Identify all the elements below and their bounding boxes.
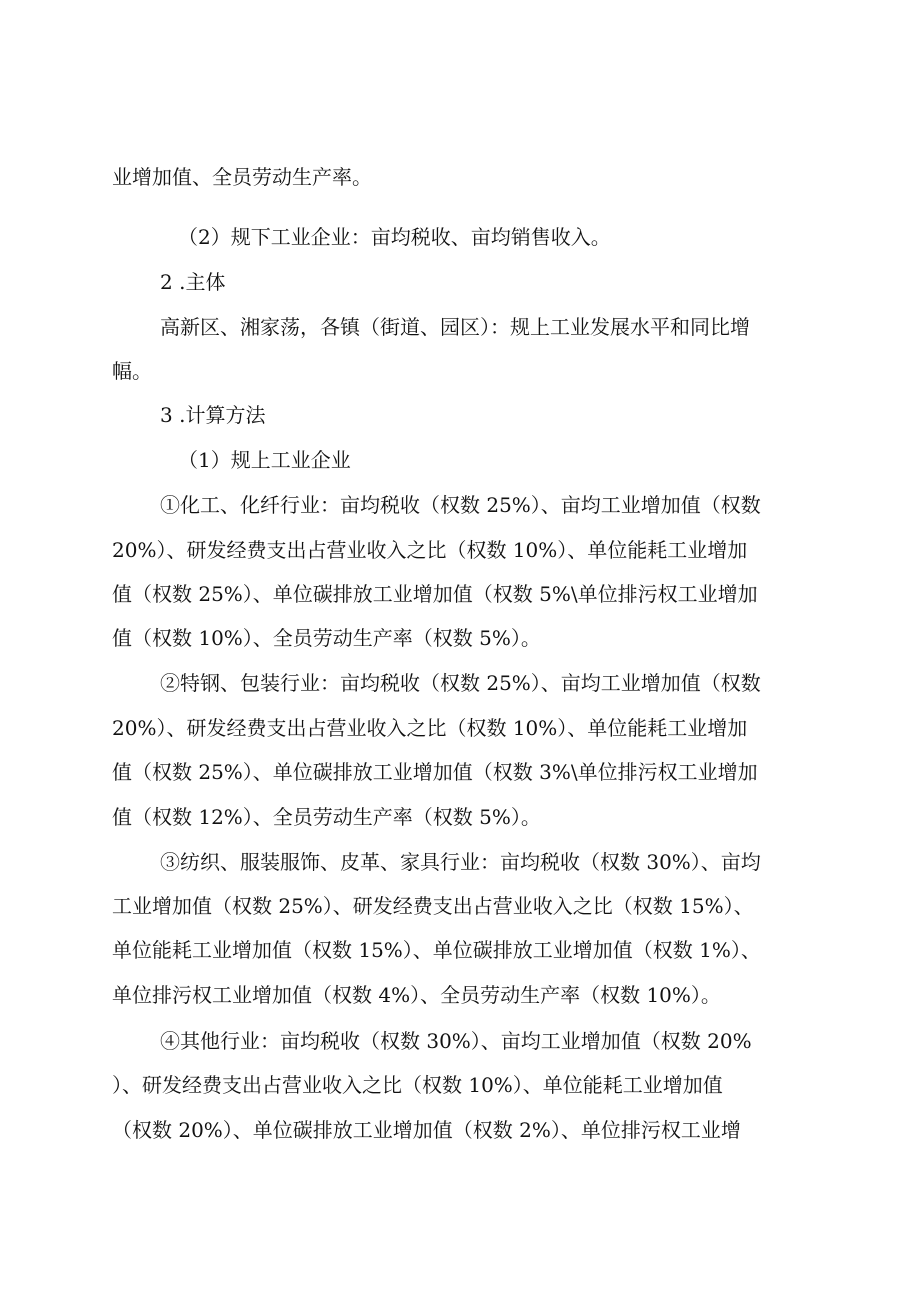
- paragraph-line: 值（权数 25%）、单位碳排放工业增加值（权数 3%\单位排污权工业增加: [112, 760, 758, 784]
- paragraph-line: 20%）、研发经费支出占营业收入之比（权数 10%）、单位能耗工业增加: [112, 538, 748, 562]
- section-heading: 3 .计算方法: [160, 403, 266, 427]
- paragraph-line: 值（权数 12%）、全员劳动生产率（权数 5%）。: [112, 805, 541, 829]
- paragraph-line: 单位能耗工业增加值（权数 15%）、单位碳排放工业增加值（权数 1%）、: [112, 938, 761, 962]
- paragraph-line: ①化工、化纤行业：亩均税收（权数 25%）、亩均工业增加值（权数: [160, 493, 761, 517]
- paragraph-line: 单位排污权工业增加值（权数 4%）、全员劳动生产率（权数 10%）。: [112, 983, 721, 1007]
- paragraph-line: （权数 20%）、单位碳排放工业增加值（权数 2%）、单位排污权工业增: [112, 1118, 741, 1142]
- paragraph-line: 工业增加值（权数 25%）、研发经费支出占营业收入之比（权数 15%）、: [112, 894, 754, 918]
- paragraph-line: ②特钢、包装行业：亩均税收（权数 25%）、亩均工业增加值（权数: [160, 671, 761, 695]
- paragraph-line: 幅。: [112, 359, 152, 383]
- paragraph-line: 高新区、湘家荡，各镇（街道、园区）：规上工业发展水平和同比增: [160, 315, 750, 339]
- paragraph-line: 业增加值、全员劳动生产率。: [112, 165, 372, 189]
- paragraph-line: 20%）、研发经费支出占营业收入之比（权数 10%）、单位能耗工业增加: [112, 716, 748, 740]
- subsection-heading: （1）规上工业企业: [178, 448, 351, 472]
- paragraph-line: 值（权数 10%）、全员劳动生产率（权数 5%）。: [112, 626, 541, 650]
- subsection-heading: （2）规下工业企业：亩均税收、亩均销售收入。: [178, 225, 611, 249]
- paragraph-line: ③纺织、服装服饰、皮革、家具行业：亩均税收（权数 30%）、亩均: [160, 850, 761, 874]
- paragraph-line: ）、研发经费支出占营业收入之比（权数 10%）、单位能耗工业增加值: [112, 1073, 723, 1097]
- paragraph-line: 值（权数 25%）、单位碳排放工业增加值（权数 5%\单位排污权工业增加: [112, 582, 758, 606]
- paragraph-line: ④其他行业：亩均税收（权数 30%）、亩均工业增加值（权数 20%: [160, 1029, 752, 1053]
- section-heading: 2 .主体: [160, 270, 226, 294]
